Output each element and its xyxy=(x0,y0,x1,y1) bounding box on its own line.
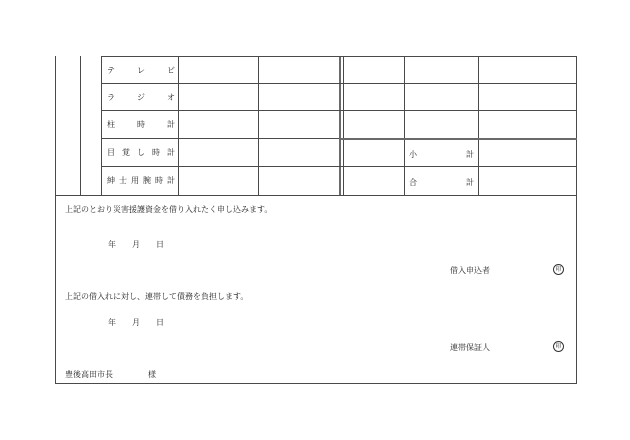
honorific: 様 xyxy=(148,370,156,379)
table-row-label: ラ ジ オ xyxy=(107,92,175,102)
table-inner-line xyxy=(101,56,102,195)
table-col-line xyxy=(178,56,179,195)
table-col-line xyxy=(339,56,341,195)
application-month: 月 xyxy=(132,240,140,249)
table-col-line xyxy=(258,56,259,195)
guarantor-month: 月 xyxy=(132,318,140,327)
table-border-bottom xyxy=(55,383,577,384)
table-row-label: テ レ ビ xyxy=(107,65,175,75)
subtotal-suffix: 計 xyxy=(466,150,474,159)
table-row-label: 柱 時 計 xyxy=(107,119,175,129)
table-border-left xyxy=(55,56,56,384)
table-row-line xyxy=(101,166,577,167)
table-row-line xyxy=(101,138,339,139)
table-col-line xyxy=(404,56,405,195)
table-border-right xyxy=(576,56,577,384)
table-row-line xyxy=(55,195,577,196)
mayor-title: 豊後高田市長 xyxy=(65,370,113,379)
table-row-line xyxy=(101,56,577,57)
table-inner-line xyxy=(80,56,81,195)
table-row-label: 紳 士 用 腕 時 計 xyxy=(107,175,175,185)
table-row-line xyxy=(101,110,577,111)
table-col-line xyxy=(478,56,479,195)
table-col-line xyxy=(343,56,344,195)
table-row-line xyxy=(339,138,577,140)
guarantor-year: 年 xyxy=(108,318,116,327)
total-suffix: 計 xyxy=(466,178,474,187)
guarantor-day: 日 xyxy=(156,318,164,327)
applicant-label: 借入申込者 xyxy=(450,266,490,275)
guarantor-seal-icon: 印 xyxy=(553,341,564,352)
table-row-label: 目 覚 し 時 計 xyxy=(107,147,175,157)
guarantor-statement: 上記の借入れに対し、連帯して債務を負担します。 xyxy=(65,292,249,301)
application-day: 日 xyxy=(156,240,164,249)
application-year: 年 xyxy=(108,240,116,249)
total-label: 合 xyxy=(409,178,417,187)
applicant-seal-icon: 印 xyxy=(553,264,564,275)
table-row-line xyxy=(101,83,577,84)
application-statement: 上記のとおり災害援護資金を借り入れたく申し込みます。 xyxy=(65,205,273,214)
subtotal-label: 小 xyxy=(409,150,417,159)
guarantor-label: 連帯保証人 xyxy=(450,343,490,352)
